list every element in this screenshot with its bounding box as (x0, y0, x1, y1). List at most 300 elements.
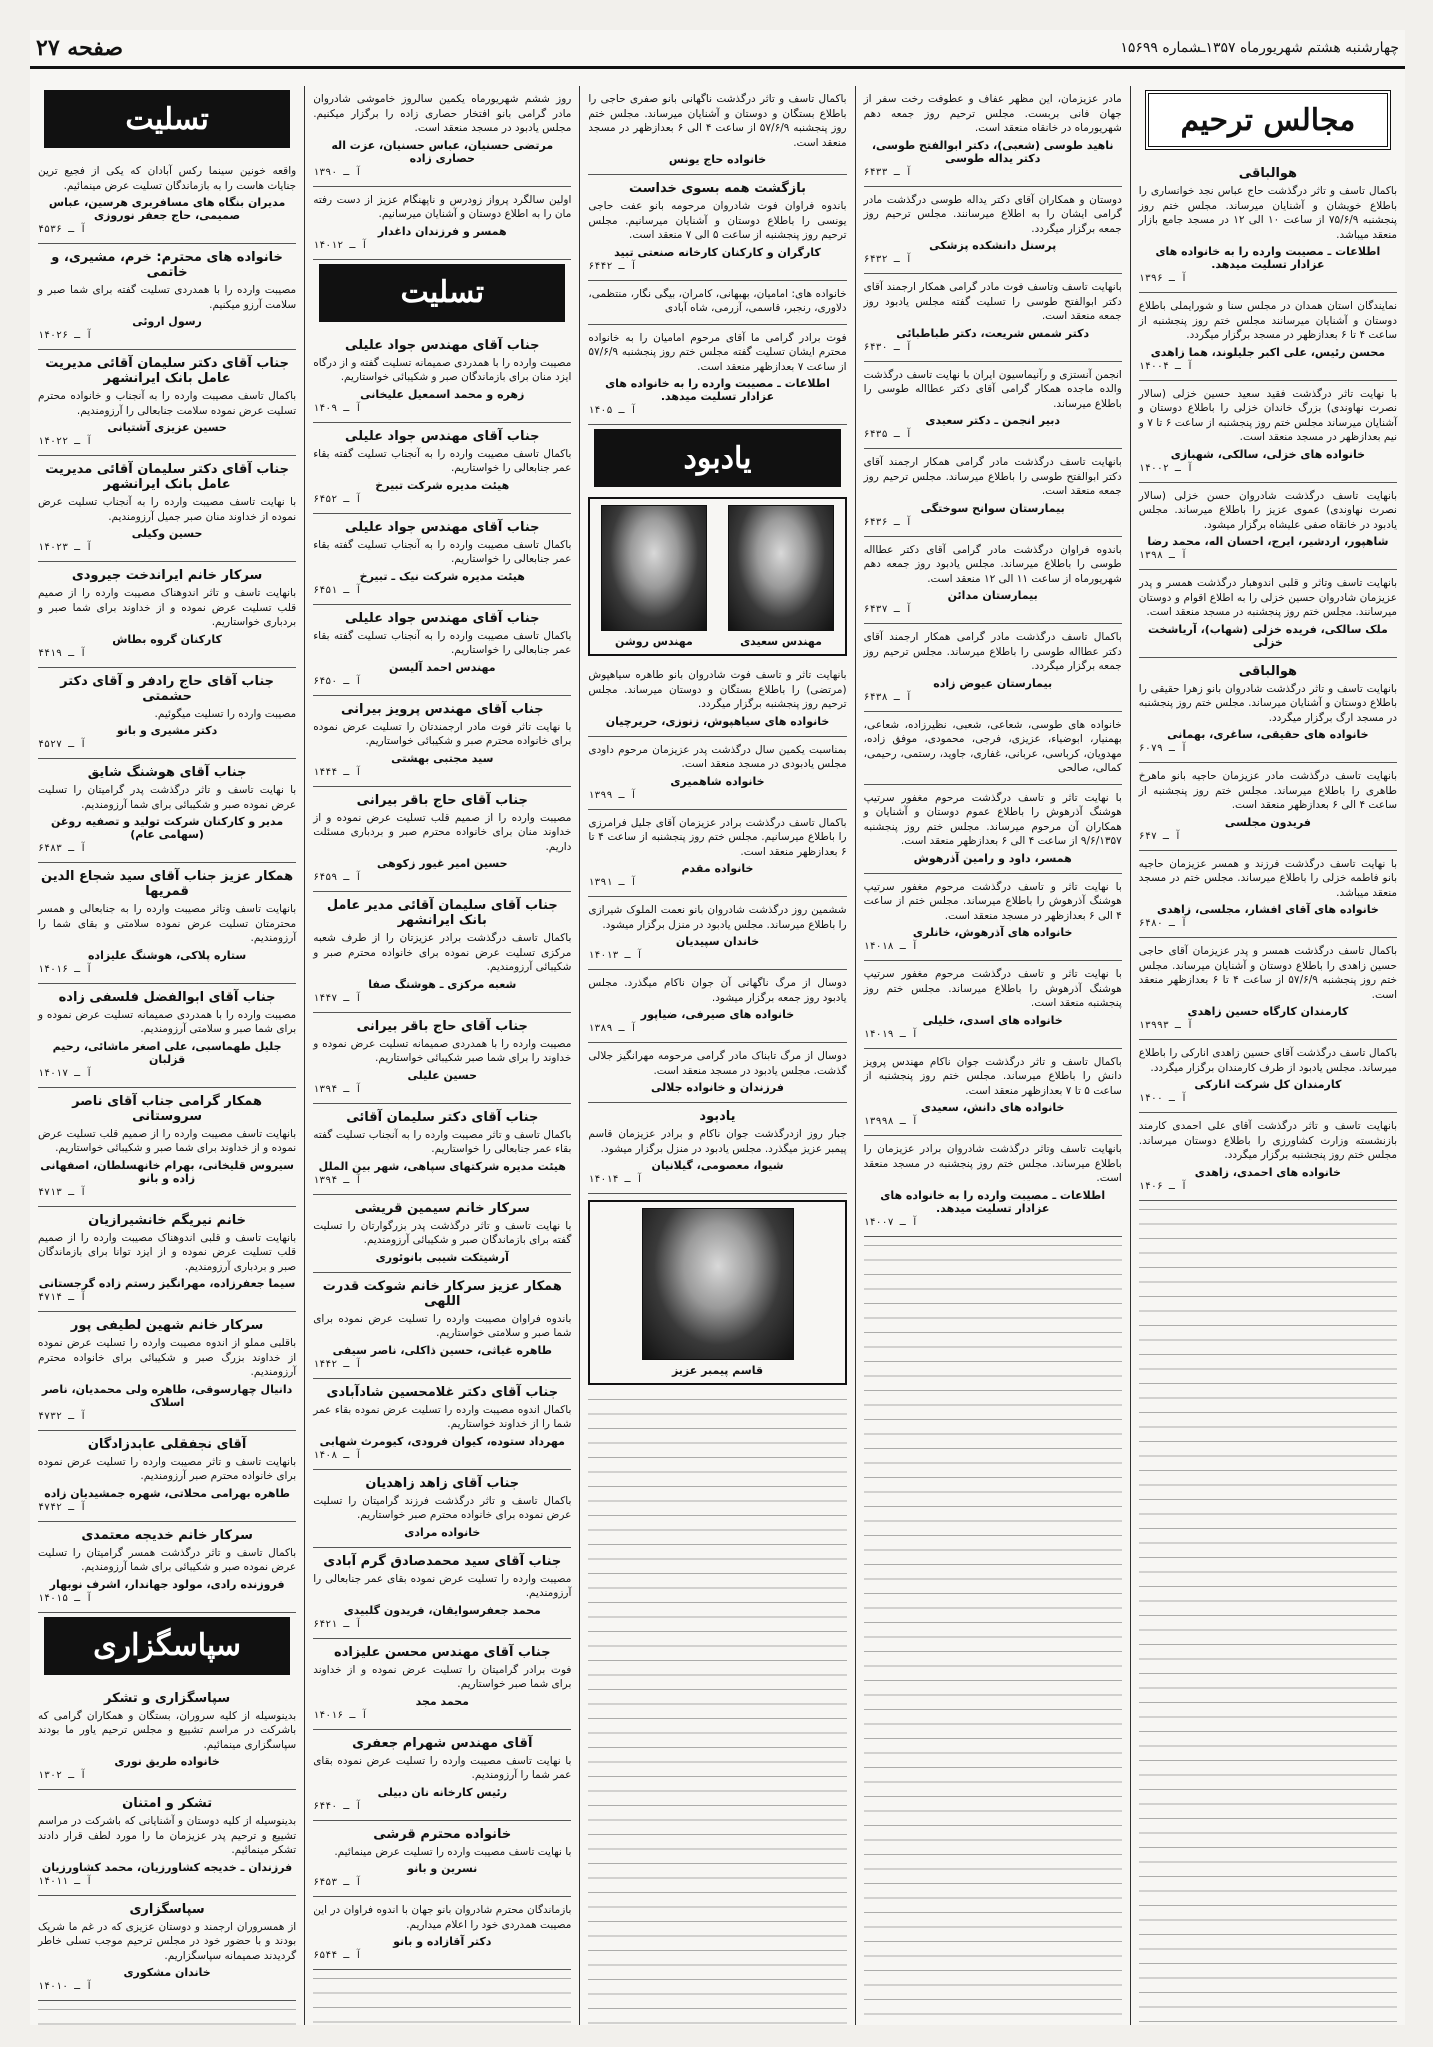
notice (313, 1273, 571, 1379)
notice-title: جناب آقای دکتر غلامحسین شادآبادی (326, 1384, 559, 1400)
notice (313, 1730, 571, 1821)
notice-body: باکمال تاسف و تاثر درگذشت جوان ناکام مهندس پرویز دانش را باطلاع میرساند. مجلس ختم روز پنجشنبه از ساعت ۵ تا ۷ بعدازظهر منعقد است. (863, 1055, 1122, 1097)
notice-code: آ ـ ۶۴۸۳ (37, 843, 87, 854)
notice-code: آ ـ ۱۴۰۱۲ (313, 239, 368, 251)
notice-signature: مهندس احمد آلیسن (388, 660, 496, 674)
portrait-image (728, 505, 834, 631)
notice-body: با نهایت تاسف درگذشت فرزند و همسر عزیزمان حاجیه بانو فاطمه خزلی را باطلاع میرساند. مجلس ختم در مسجد منعقد میباشد. (1138, 857, 1397, 899)
notice (313, 1639, 571, 1730)
notice (588, 86, 846, 175)
notice-list (313, 86, 571, 260)
notice (313, 1195, 571, 1273)
notice-signature: دانیال چهارسوقی، طاهره ولی محمدیان، ناصر اسلاک (41, 1382, 293, 1409)
notice-title: جناب آقای ابوالفضل فلسفی زاده (58, 989, 276, 1005)
notice-signature: شاهپور، اردشیر، ایرج، احسان اله، محمد رضا (1147, 535, 1389, 548)
notice-title: یادبود (699, 1109, 736, 1124)
notice-signature: هیئت مدیره شرکت تبیرخ (375, 478, 510, 492)
notice-body: با نهایت تاثر و تاسف درگذشت مرحوم مغفور سرتیپ هوشنگ آذرهوش را باطلاع عموم دوستان و آشنایان و همکاران آن مرحوم میرساند. مجلس ختم روز پنجشنبه ۹/۶/۱۳۵۷ از ساعت ۴ الی ۶ بعدازظهر منعقد است. (863, 791, 1122, 847)
notice-title: جناب آقای مهندس جواد علیلی (345, 428, 540, 444)
notice (313, 892, 571, 1013)
notice-signature: بیمارستان عیوض زاده (933, 676, 1053, 690)
notice-code: آ ـ ۴۷۱۳ (37, 1186, 87, 1198)
notice-signature: فروزنده رادی، مولود جهاندار، اشرف نوبهار (49, 1577, 285, 1591)
notice-body: مصیبت وارده را از صمیم قلب تسلیت عرض نموده و از خداوند منان برای خانواده محترم صبر و بردباری مسئلت داریم. (313, 811, 572, 853)
notice-code: آ ـ ۱۴۰۸ (313, 1449, 362, 1461)
notice (864, 362, 1122, 450)
notice-code: آ ـ ۱۴۰۰۲ (1138, 462, 1193, 474)
notice (38, 350, 296, 456)
columns (30, 86, 1405, 2025)
notice-signature: زهره و محمد اسمعیل علیخانی (360, 387, 525, 401)
notice (1139, 1040, 1397, 1113)
notice-title: خانواده های محترم: خرم، مشیری، و خاتمی (51, 250, 283, 280)
notice-code: آ ـ ۱۴۰۹ (313, 402, 362, 414)
notice-code: آ ـ ۱۴۰۶ (1138, 1180, 1187, 1192)
notice-code: آ ـ ۱۴۰۱۸ (863, 941, 918, 952)
notice-body: باکمال تاسف درگذشت برادر عزیزمان آقای جلیل فرامرزی را باطلاع میرسانیم. مجلس ختم روز پنجشنبه از ساعت ۴ تا ۶ بعدازظهر منعقد است. (588, 816, 847, 858)
notice-signature: خانواده های صیرفی، ضیاپور (640, 1008, 795, 1021)
notice-body: باقلبی مملو از اندوه مصیبت وارده را تسلیت عرض نموده از خداوند بزرگ صبر و شکیبائی برای خانواده محترم آرزومندیم. (37, 1337, 297, 1378)
notice-title: هوالباقی (1238, 166, 1298, 181)
notice (38, 1431, 296, 1522)
newspaper-page (30, 30, 1405, 2025)
notice-signature: شعبه مرکزی ـ هوشنگ صفا (368, 977, 517, 991)
column-4 (304, 86, 579, 2025)
notice-signature: خانواده مرادی (404, 1525, 481, 1539)
notice-body: ششمین روز درگذشت شادروان بانو نعمت الملوک شیرازی را باطلاع میرساند. مجلس یادبود در منزل برگزار میشود. (588, 904, 847, 931)
portrait-image (601, 505, 707, 631)
notice (1139, 938, 1397, 1040)
notice-body: فوت برادر گرامی ما آقای مرحوم امامیان را به خانواده محترم ایشان تسلیت گفته مجلس ختم روز پنجشنبه ۵۷/۶/۹ از ساعت ۷ بعدازظهر منعقد است. (588, 331, 847, 373)
notice (864, 86, 1122, 187)
fine-print (38, 2001, 296, 2025)
notice-signature: خانواده طریق نوری (114, 1755, 220, 1768)
notice-title: جناب آقای مهندس جواد علیلی (345, 519, 540, 535)
notice-signature: خانواده شاهمیری (670, 774, 765, 788)
notice-body: با نهایت تاسف مصیبت وارده را تسلیت عرض نموده بقای عمر شما را آرزومندیم. (313, 1754, 572, 1781)
notice-body: بانهایت تاسف درگذشت شادروان حسن خزلی (سالار نصرت نهاوندی) عموی عزیز را باطلاع میرساند. مجلس یادبود در خانقاه صفی علیشاه برگزار میشود. (1138, 489, 1397, 531)
notice-signature: رسول اروئی (132, 315, 202, 328)
notice-signature: حسین وکیلی (131, 527, 203, 540)
notice-title: سپاسگزاری و تشکر (104, 1690, 231, 1706)
notice-signature: مهرداد ستوده، کیوان فرودی، کیومرث شهابی (319, 1434, 565, 1448)
notice (1139, 293, 1397, 381)
notice (864, 274, 1122, 362)
notice-code: آ ـ ۱۴۴۲ (313, 1358, 362, 1370)
notice-body: بانهایت تاسف و قلبی اندوهناک مصیبت وارده را از صمیم قلب تسلیت عرض نموده و از ایزد توانا برای بازماندگان صبر و بردباری آرزومندیم. (37, 1231, 297, 1273)
notice-body: با نهایت تاسف و تاثر درگذشت پدر بزرگوارتان را تسلیت گفته برای بازماندگان صبر و شکیبائی آرزومندیم. (313, 1219, 572, 1246)
notice-code: آ ـ ۴۷۳۲ (37, 1410, 87, 1422)
notice-body: بانهایت تاثر و تاسف فوت شادروان بانو طاهره سیاهپوش (مرتضی) را باطلاع بستگان و دوستان میرساند. مجلس ترحیم روز پنجشنبه برگزار میگردد. (588, 669, 847, 710)
notice-title: جناب آقای حاج باقر بیرانی (356, 1018, 528, 1034)
notice-title: خانم نیریگم خانشیرازیان (88, 1212, 246, 1228)
notice-body: باکمال تاسف مصیبت وارده را به آنجناب و خانواده محترم تسلیت عرض نموده سلامت جنابعالی را آرزومندیم. (37, 390, 297, 417)
notice-signature: پرسنل دانشکده پزشکی (929, 239, 1057, 252)
notice-title: سرکار خانم شهین لطیفی پور (70, 1318, 264, 1333)
notice-body: باکمال تاسف مصیبت وارده را به آنجناب تسلیت گفته بقاء عمر جنابعالی را خواستاریم. (313, 538, 572, 565)
notice-code: آ ـ ۱۳۸۹ (588, 1023, 637, 1034)
notice-signature: فریدون مجلسی (1224, 815, 1311, 829)
notice-title: همکار عزیز سرکار خانم شوکت قدرت اللهی (322, 1278, 562, 1309)
notice-signature: دکتر مشیری و بانو (116, 724, 218, 737)
notice-body: واقعه خونین سینما رکس آبادان که یکی از فجیع ترین جنایات هاست را به بازماندگان تسلیت عرض مینمائیم. (37, 165, 297, 192)
notice (313, 1379, 571, 1470)
photo-caption: مهندس روشن (615, 635, 693, 648)
notice-body: باکمال تاسف درگذشت برادر عزیزتان را از طرف شعبه مرکزی تسلیت عرض نموده برای خانواده محترم صبر و شکیبائی آرزومندیم. (313, 932, 572, 973)
notice-body: باکمال تاسف و تاثر مصیبت وارده را به آنجناب تسلیت گفته بقاء عمر جنابعالی را خواستاریم. (313, 1128, 572, 1155)
notice-body: اولین سالگرد پرواز زودرس و ناپهنگام عزیز از دست رفته مان را به اطلاع دوستان و آشنایان میرسانیم. (313, 193, 572, 220)
notice-code: آ ـ ۱۴۰۱۴ (588, 1174, 643, 1185)
notice (313, 187, 571, 260)
notice-title: جناب آقای حاج رادفر و آقای دکتر حشمتی (60, 673, 274, 704)
notice-body: با نهایت تاثر و تاسف درگذشت مرحوم مغفور سرتیپ هوشنگ آذرهوش را باطلاع میرساند. مجلس ختم از ساعت ۴ الی ۶ بعدازظهر در مسجد منعقد است. (863, 880, 1122, 922)
column-3 (579, 86, 854, 2025)
notice (38, 668, 296, 760)
notice-body: باندوه فراوان مصیبت وارده را تسلیت عرض نموده برای شما صبر و سلامتی خواستاریم. (313, 1312, 572, 1339)
notice-code: آ ـ ۱۳۹۱ (588, 877, 637, 888)
notice-code: آ ـ ۱۳۹۶ (1138, 273, 1187, 284)
fine-print (313, 1970, 571, 2025)
notice-code: آ ـ ۱۳۹۹ (588, 789, 637, 801)
notice (588, 1043, 846, 1103)
notice-body: باکمال تاسف و تاثر درگذشت همسر گرامیتان را تسلیت عرض نموده صبر و شکیبائی برای شما آرزومندیم. (37, 1546, 297, 1573)
notice-title: جناب آقای دکتر سلیمان آقائی (346, 1109, 539, 1125)
notice (864, 1136, 1122, 1237)
notice-signature: کارگران و کارکنان کارخانه صنعتی تبید (614, 245, 821, 259)
notice-signature: حسین امیر غیور زکوهی (377, 857, 508, 870)
notice-list-lower (313, 332, 571, 1971)
notice (588, 737, 846, 810)
notice-body: باکمال تاسف مصیبت وارده را به آنجناب تسلیت گفته بقاء عمر جنابعالی را خواستاریم. (313, 629, 572, 656)
notice-body: باندوه فراوان درگذشت مادر گرامی آقای دکتر عطااله طوسی را باطلاع میرساند. مجلس یادبود روز جمعه دهم شهریورماه از ساعت ۱۱ الی ۱۲ منعقد است. (863, 543, 1122, 585)
notice-body: جبار روز ازدرگذشت جوان ناکام و برادر عزیزمان قاسم پیمبر عزیز میگذرد. مجلس یادبود در منزل برگزار میشود. (588, 1128, 847, 1155)
notice (1139, 763, 1397, 851)
notice-signature: همسر، داود و رامین آذرهوش (913, 851, 1072, 865)
notice-body: بدینوسیله از کلیه سروران، بستگان و همکاران گرامی که باشرکت در مراسم تشییع و مجلس ترحیم یاور ما بودند سپاسگزاری مینمائیم. (37, 1709, 297, 1751)
notice (313, 1821, 571, 1898)
photo-left (599, 505, 709, 648)
notice-code: آ ـ ۴۵۲۷ (37, 739, 87, 750)
notice-signature: خاندان مشکوری (123, 1966, 211, 1979)
notice-body: با نهایت تاسف مصیبت وارده را به آنجناب تسلیت عرض نموده از خداوند منان صبر جمیل آرزومندیم. (37, 496, 297, 523)
notice (588, 970, 846, 1043)
notice-signature: محسن رئیس، علی اکبر جلیلوند، هما زاهدی (1150, 345, 1386, 359)
notice-title: آقای نجفقلی عابدزادگان (87, 1436, 247, 1452)
notice (38, 1685, 296, 1791)
notice-title: سرکار خانم ایراندخت جیرودی (71, 568, 263, 583)
notice-code: آ ـ ۴۵۳۶ (37, 224, 87, 235)
notice (313, 1470, 571, 1548)
column-1 (1130, 86, 1405, 2025)
single-photo (588, 1200, 846, 1385)
notice-signature: رئیس کارخانه نان دبیلی (377, 1785, 507, 1799)
notice-signature: خانواده های دانش، سعیدی (920, 1101, 1065, 1114)
photo-right (726, 505, 836, 648)
notice-code: آ ـ ۱۴۰۱۰ (37, 1981, 93, 1992)
notice-code: آ ـ ۴۷۱۴ (37, 1292, 87, 1303)
notice-signature: مدیران بنگاه های مسافربری هرسین، عباس صمیمی، حاج جعفر نوروزی (48, 196, 286, 222)
portrait-image (642, 1208, 794, 1360)
notice-signature: فرزندان ـ خدیجه کشاورزیان، محمد کشاورزیان (41, 1860, 293, 1874)
notice (313, 1897, 571, 1970)
notice-code: آ ـ ۶۴۵۹ (313, 872, 362, 883)
notice-signature: حسین علیلی (407, 1068, 478, 1082)
notice-body: دوسال از مرگ ناگهانی آن جوان ناکام میگذرد. مجلس یادبود روز جمعه برگزار میشود. (588, 977, 847, 1004)
notice-code: آ ـ ۱۴۰۱۳ (588, 950, 643, 961)
notice-code: آ ـ ۱۳۹۴ (313, 1174, 362, 1186)
notice-code: آ ـ ۶۴۴۰ (313, 1800, 362, 1812)
notice (313, 514, 571, 605)
notice-body: بازماندگان محترم شادروان بانو جهان با اندوه فراوان در این مصیبت همدردی خود را اعلام میداریم. (313, 1904, 572, 1931)
notice (1139, 570, 1397, 658)
notice-title: جناب آقای حاج باقر بیرانی (356, 792, 528, 808)
notice-body: بدینوسیله از کلیه دوستان و آشنایانی که باشرکت در مراسم تشییع و ترحیم پدر عزیزمان ما را مورد لطف قرار دادند تشکر مینمائیم. (37, 1815, 297, 1856)
notice-signature: خانواده های خزلی، سالکی، شهبازی (1170, 447, 1366, 461)
notice (588, 662, 846, 737)
notice (864, 961, 1122, 1049)
notice-code: آ ـ ۶۴۵۱ (313, 584, 362, 596)
notice-body: مصیبت وارده را با همدردی تسلیت گفته برای شما صبر و سلامت آرزو میکنیم. (37, 284, 297, 311)
notice-title: جناب آقای سلیمان آقائی مدیر عامل بانک ایرانشهر (326, 898, 558, 928)
notice-body: روز ششم شهریورماه یکمین سالروز خاموشی شادروان مادر گرامی بانو افتخار حصاری زاده را برگزار میکنیم. مجلس یادبود در مسجد منعقد است. (313, 93, 572, 134)
notice-code: آ ـ ۱۴۰۱۹ (863, 1028, 918, 1040)
notice-list (1139, 160, 1397, 1201)
issue-date-line: چهارشنبه هشتم شهریورماه ۱۳۵۷ـشماره ۱۵۶۹۹ (1120, 40, 1399, 56)
notice (864, 785, 1122, 874)
notice-list (864, 86, 1122, 1237)
notice-signature: کارکنان گروه بطاش (112, 632, 222, 646)
notice-code: آ ـ ۱۳۰۲ (37, 1770, 87, 1781)
notice-code: آ ـ ۱۴۰۵ (588, 405, 637, 416)
notice-body: بانهایت تاسف درگذشت مادر گرامی همکار ارجمند آقای دکتر ابوالفتح طوسی را باطلاع میرساند. مجلس ترحیم روز جمعه منعقد است. (863, 456, 1122, 497)
notice-signature: خانواده حاج یونس (668, 153, 767, 166)
notice-title: خانواده محترم قرشی (373, 1826, 512, 1842)
notice-body: با نهایت تاثر و تاسف درگذشت مرحوم مغفور سرتیپ هوشنگ آذرهوش را باطلاع میرساند. مجلس ختم روز پنجشنبه منعقد است. (863, 968, 1122, 1009)
notice-signature: کارمندان کارگاه حسین زاهدی (1187, 1005, 1349, 1018)
notice (38, 456, 296, 562)
notice-signature: ستاره پلاکی، هوشنگ علیزاده (87, 948, 247, 962)
notice-signature: خانواده مقدم (681, 862, 754, 875)
notice-code: آ ـ ۶۰۷۹ (1138, 743, 1187, 754)
notice-signature: هیئت مدیره شرکتهای سپاهی، شهر بین الملل (318, 1159, 566, 1173)
notice-body: بانهایت تاسف وتاثر درگذشت شادروان برادر عزیزمان را باطلاع میرساند. مجلس ختم روز پنجشنبه در مسجد منعقد است. (863, 1143, 1122, 1184)
notice (38, 984, 296, 1088)
notice (38, 863, 296, 984)
taslit-banner: تسلیت (44, 90, 290, 148)
fine-print (588, 1391, 846, 2025)
notice-title: جناب آقای سید محمدصادق گرم آبادی (323, 1553, 562, 1569)
notice-title: هوالباقی (1238, 663, 1298, 679)
notice-code: آ ـ ۱۴۰۰۷ (863, 1216, 918, 1228)
notice-body: بمناسبت یکمین سال درگذشت پدر عزیزمان مرحوم داودی مجلس یادبودی در مسجد منعقد است. (588, 743, 847, 770)
notice-signature: خاندان سپیدیان (675, 935, 760, 948)
notice-title: سرکار خانم سیمین قریشی (354, 1200, 530, 1216)
notice (38, 1522, 296, 1613)
notice-code: آ ـ ۱۴۰۱۶ (37, 963, 93, 975)
notice (864, 712, 1122, 785)
notice-code: آ ـ ۴۴۱۹ (37, 647, 87, 659)
notice-signature: ناهید طوسی (شعبی)، دکتر ابوالفتح طوسی، دکتر یداله طوسی (871, 138, 1114, 165)
notice-body: با نهایت تاسف مصیبت وارده را تسلیت عرض مینمائیم. (334, 1845, 572, 1858)
notice-body: دوسال از مرگ تابناک مادر گرامی مرحومه مهرانگیز جلالی گذشت. مجلس یادبود در مسجد منعقد است. (588, 1050, 847, 1077)
notice-title: جناب آقای مهندس جواد علیلی (345, 610, 540, 626)
fine-print (1139, 1201, 1397, 2026)
notice-code: آ ـ ۱۴۰۱۷ (37, 1067, 93, 1079)
notice-body: بانهایت تاسف وتاثر مصیبت وارده را به جنابعالی و همسر محترمتان تسلیت عرض نموده سلامتی و بقای شما را آرزومندیم. (37, 903, 297, 944)
notice-signature: ملک سالکی، فریده خزلی (شهاب)، آریاشخت خزلی (1147, 622, 1388, 649)
notice (313, 605, 571, 696)
photo-single (638, 1208, 798, 1377)
notice-body: مصیبت وارده را با همدردی صمیمانه تسلیت عرض نموده و خداوند را برای شما صبر شکیبائی خواستاریم. (313, 1037, 572, 1064)
notice-list (38, 158, 296, 1613)
notice-body: بانهایت تاسف و تاثر درگذشت آقای علی احمدی کارمند بازنشسته وزارت کشاورزی را باطلاع دوستان میرساند. مجلس ختم روز پنجشنبه برگزار میگردد. (1138, 1120, 1397, 1161)
notice-title: بازگشت همه بسوی خداست (628, 181, 807, 196)
notice-code: آ ـ ۱۴۰۰۴ (1138, 360, 1193, 372)
notice-code: آ ـ ۶۵۴۴ (313, 1950, 362, 1961)
notice (864, 874, 1122, 962)
notice (313, 1104, 571, 1195)
notice-signature: محمد مجد (415, 1694, 469, 1708)
yadbood-photos (588, 497, 846, 656)
notice-body: با نهایت تاثر درگذشت فقید سعید حسین خزلی (سالار نصرت نهاوندی) بزرگ خاندان خزلی را باطلاع دوستان و آشنایان میرساند مجلس ختم روز پنجشنبه از ساعت ۶ تا ۷ و نیم بعدازظهر در مسجد منعقد است. (1138, 387, 1397, 443)
notice-signature: اطلاعات ـ مصیبت وارده را به خانواده های عزادار تسلیت میدهد. (880, 1188, 1106, 1215)
notice (864, 449, 1122, 537)
notice-code: آ ـ ۱۴۰۲۶ (37, 330, 93, 341)
photo-caption: قاسم پیمبر عزیز (671, 1364, 764, 1377)
notice-signature: فرزندان و خانواده جلالی (651, 1081, 784, 1094)
notice-signature: هیئت مدیره شرکت نیک ـ تبیرخ (359, 569, 525, 583)
notice-code: آ ـ ۱۴۰۲۲ (37, 436, 93, 447)
notice-title: همکار عزیز جناب آقای سید شجاع الدین قمریها (41, 869, 294, 899)
notice-signature: دکتر آقازاده و بانو (393, 1935, 492, 1948)
notice-body: باکمال تاسف درگذشت همسر و پدر عزیزمان آقای حاجی حسین زاهدی را باطلاع دوستان و آشنایان میرساند. مجلس ختم روز پنجشنبه ۵۷/۶/۹ از ساعت ۴ تا ۶ بعدازظهر منعقد است. (1138, 945, 1398, 1001)
notice-title: سپاسگزاری (129, 1901, 205, 1917)
notice (313, 86, 571, 187)
notice (588, 325, 846, 426)
notice (313, 696, 571, 787)
notice-code: آ ـ ۶۴۵۲ (313, 493, 362, 505)
notice-body: خانواده های طوسی، شعاعی، شعبی، نظیرزاده، شعاعی، بهمنیار، ابوضیاء، عزیزی، فرجی، محمودی، موفق زاده، مهدویان، کرباسی، عربانی، غفاری، جاوید، رستمی، رحیمی، کمالی، صالحی (863, 718, 1122, 774)
notice (313, 332, 571, 423)
notice (588, 175, 846, 281)
notice-code: آ ـ ۶۴۴۲ (588, 260, 637, 272)
notice (38, 759, 296, 863)
notice-body: با نهایت تاثر فوت مادر ارجمندتان را تسلیت عرض نموده برای خانواده محترم صبر و شکیبائی خواستاریم. (313, 720, 572, 747)
notice-body: بانهایت تاسف و تاثر درگذشت شادروان بانو زهرا حقیقی را باطلاع دوستان و آشنایان میرساند. مجلس ختم روز پنجشنبه در مسجد ارگ برگزار میگردد. (1138, 682, 1397, 724)
notice-body: بانهایت تاسف و تاثر اندوهناک مصیبت وارده را از صمیم قلب تسلیت عرض نموده و از خداوند برای شما صبر و بردباری خواستاریم. (37, 587, 297, 628)
yadbood-banner: یادبود (594, 429, 840, 487)
notice (588, 897, 846, 970)
notice-signature: بیمارستان سوانح سوختگی (920, 501, 1065, 515)
notice-signature: جلیل طهماسبی، علی اصغر ماشائی، رحیم قزلبان (52, 1039, 282, 1066)
notice-title: جناب آقای مهندس پرویز بیرانی (340, 701, 544, 717)
notice-code: آ ـ ۶۴۳۳ (863, 166, 912, 178)
notice-body: مصیبت وارده را تسلیت عرض نموده بقای عمر جنابعالی را آرزومندیم. (313, 1572, 572, 1599)
notice-title: تشکر و امتنان (122, 1796, 213, 1811)
notice-signature: طاهره بهرامی محلاتی، شهره جمشیدیان زاده (44, 1486, 290, 1500)
notice-code: آ ـ ۱۳۹۰ (313, 166, 362, 178)
notice-signature: نسرین و بانو (407, 1862, 478, 1875)
notice (1139, 1113, 1397, 1201)
notice-title: جناب آقای دکتر سلیمان آقائی مدیریت عامل بانک ایرانشهر (45, 356, 289, 386)
notice (864, 187, 1122, 275)
page-number: صفحه ۲۷ (36, 35, 124, 61)
notice-signature: سیروس قلیخانی، بهرام خانهسلطان، اصفهانی زاده و بانو (40, 1158, 294, 1185)
column-5 (30, 86, 304, 2025)
notice-code: آ ـ ۶۴۳۰ (863, 341, 912, 353)
notice-body: مصیبت وارده را با همدردی صمیمانه تسلیت عرض نموده و برای شما صبر و سلامتی آرزومندیم. (37, 1008, 297, 1035)
notice-code: آ ـ ۶۴۲۱ (313, 1618, 362, 1630)
notice (313, 423, 571, 514)
notice-signature: اطلاعات ـ مصیبت وارده را به خانواده های عزادار تسلیت میدهد. (605, 377, 830, 403)
notice-code: آ ـ ۶۴۳۸ (863, 691, 912, 703)
notice-signature: کارمندان کل شرکت انارکی (1194, 1078, 1342, 1091)
notice-code: آ ـ ۶۴۳۲ (863, 254, 912, 265)
notice (38, 1207, 296, 1313)
notice (313, 1013, 571, 1104)
notice-body: بانهایت تاسف وتاسف فوت مادر گرامی همکار ارجمند آقای دکتر ابوالفتح طوسی را تسلیت گفته مجلس یادبود روز جمعه منعقد است. (863, 281, 1122, 322)
notice-code: آ ـ ۶۴۳۵ (863, 429, 912, 440)
notice (864, 1049, 1122, 1137)
notice (38, 158, 296, 244)
notice-body: بانهایت تاسف وتاثر و قلبی اندوهبار درگذشت همسر و پدر عزیزمان شادروان حسین خزلی را به اطلاع اقوام و دوستان میرسانند. مجلس ختم روز پنجشنبه در مسجد منعقد است. (1138, 577, 1397, 618)
page-header (30, 30, 1405, 69)
notice (313, 1548, 571, 1639)
notice-title: جناب آقای مهندس جواد علیلی (345, 337, 540, 353)
notice-signature: همسر و فرزندان داغدار (377, 224, 507, 238)
notice-code: آ ـ ۶۴۷ (1138, 830, 1181, 842)
notice-body: با نهایت تاسف و تاثر درگذشت پدر گرامیتان را تسلیت عرض نموده صبر و شکیبائی برای شما آرزومندیم. (37, 784, 297, 811)
notice-body: مادر عزیزمان، این مظهر عفاف و عطوفت رخت سفر از جهان فانی بربست. مجلس ترحیم روز جمعه دهم شهریورماه در خانقاه منعقد است. (863, 93, 1122, 134)
notice (588, 281, 846, 325)
notice (38, 1896, 296, 2002)
notice-code: آ ـ ۶۴۳۶ (863, 516, 912, 528)
notice-title: جناب آقای هوشنگ شایق (87, 765, 247, 780)
notice-signature: خانواده های اسدی، خلیلی (922, 1013, 1063, 1027)
notice-code: آ ـ ۱۴۰۱۶ (313, 1709, 368, 1721)
notice-signature: حسین عزیزی آشتیانی (107, 421, 227, 434)
notice-signature: سیما جعفرزاده، مهرانگیز رستم زاده گرجستانی (38, 1277, 296, 1290)
notice (1139, 658, 1397, 764)
notice (588, 1103, 846, 1194)
notice-body: انجمن آنستزی و رآنیماسیون ایران با نهایت تاسف درگذشت والده ماجده همکار گرامی آقای دکتر عطااله طوسی را باطلاع میرساند. (863, 368, 1122, 410)
notice-signature: خانواده های آقای افشار، مجلسی، زاهدی (1156, 903, 1379, 916)
notice-signature: خانواده های حقیقی، ساغری، بهمانی (1167, 728, 1369, 741)
column-2 (855, 86, 1130, 2025)
notice-body: بانهایت تاسف درگذشت مادر عزیزمان حاجیه بانو ماهرخ طاهری را باطلاع میرساند. مجلس ختم روز پنجشنبه از ساعت ۴ الی ۶ بعدازظهر منعقد است. (1138, 770, 1397, 811)
notice (38, 1790, 296, 1896)
notice-title: جناب آقای زاهد زاهدیان (365, 1475, 520, 1491)
notice (38, 1088, 296, 1207)
notice-body: باکمال تاسف و تاثر درگذشت حاج عباس نجد خوانساری را باطلاع خویشان و آشنایان میرساند. مجلس ختم روز پنجشنبه ۷۵/۶/۹ از ساعت ۱۰ الی ۱۲ در مسجد جامع بازار منعقد میباشد. (1138, 185, 1397, 241)
notice-body: باکمال تاسف و تاثر درگذشت فرزند گرامیتان را تسلیت عرض نموده برای خانواده محترم صبر خواستاریم. (313, 1494, 572, 1521)
notice-signature: سید مجتبی بهشتی (391, 751, 494, 765)
notice-list-lower (38, 1685, 296, 2002)
photo-caption: مهندس سعیدی (740, 635, 822, 648)
notice (38, 562, 296, 668)
notice-code: آ ـ ۱۴۴۴ (313, 766, 362, 778)
notice-body: باکمال اندوه مصیبت وارده را تسلیت عرض نموده بقاء عمر شما را از خداوند خواستاریم. (313, 1403, 572, 1430)
notice-body: از همسروران ارجمند و دوستان عزیزی که در غم ما شریک بودند و با حضور خود در مجلس ترحیم موجب تسلی خاطر گردیدند صمیمانه سپاسگزاریم. (37, 1920, 297, 1962)
notice-signature: مرتضی حسنیان، عباس حسنیان، عزت اله حصاری زاده (331, 138, 554, 165)
notice-code: آ ـ ۶۴۸۰ (1138, 918, 1187, 929)
notice-signature: خانواده های آذرهوش، خانلری (912, 926, 1073, 939)
majales-tarhim-banner: مجالس ترحیم (1145, 90, 1391, 150)
fine-print (864, 1237, 1122, 2026)
notice-body: باکمال تاسف مصیبت وارده را به آنجناب تسلیت گفته بقاء عمر جنابعالی را خواستاریم. (313, 447, 572, 474)
notice (864, 624, 1122, 712)
notice (1139, 160, 1397, 293)
